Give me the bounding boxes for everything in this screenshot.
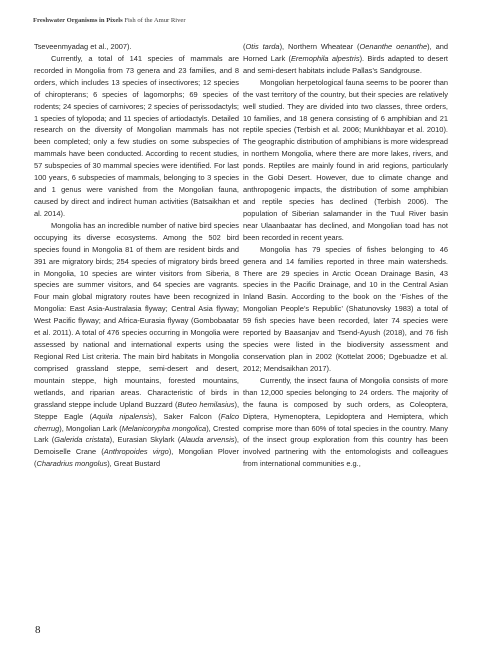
- species-name: Galerida cristata: [54, 435, 110, 445]
- paragraph: [34, 220, 239, 470]
- species-name: Otis tarda: [245, 42, 280, 51]
- species-name: Melanicorypha mongolica: [121, 423, 207, 433]
- text-run: ), Demoiselle Crane (: [34, 435, 239, 457]
- running-head-journal: Freshwater Organisms in Pixels: [33, 17, 123, 24]
- right-column: [243, 41, 448, 470]
- text-run: ), Great Bustard: [107, 459, 161, 469]
- paragraph: [243, 77, 448, 244]
- text-run: ), Mongolian Plover (: [34, 447, 239, 469]
- species-name: Falco cherrug: [34, 411, 239, 433]
- text-run: ), and Horned Lark (: [243, 42, 448, 63]
- species-name: Anthropoides virgo: [103, 447, 169, 457]
- text-run: Currently, the insect fauna of Mongolia consists of more than 12,000 species belonging to 24 orders. The majority of the fauna is composed by such orders, as Coleoptera, Diptera, Hymenoptera, Lepidoptera and Hemiptera, which comprise more than 60% of total species in the country. Many of the insect group exploration from this country has been involved partnering with the entomologists and colleagues from international communities e.g.,: [243, 375, 448, 469]
- text-run: ). Birds adapted to desert and semi-desert habitats include Pallas’s Sandgrouse.: [243, 53, 448, 75]
- text-run: Tseveenmyadag et al., 2007).: [34, 42, 132, 51]
- text-run: ), Crested Lark (: [34, 423, 239, 445]
- text-run: ), Eurasian Skylark (: [109, 435, 181, 445]
- paragraph: [34, 53, 239, 220]
- species-name: Oenanthe oenanthe: [359, 42, 428, 51]
- page-number: 8: [35, 624, 41, 636]
- text-run: ), Northern Wheatear (: [279, 42, 360, 51]
- text-run: ), Mongolian Lark (: [59, 423, 122, 433]
- paragraph: [243, 244, 448, 375]
- running-head: [33, 17, 186, 24]
- paragraph: [243, 41, 448, 77]
- left-column: [34, 41, 239, 470]
- species-name: Aquila nipalensis: [92, 411, 153, 421]
- text-run: ), Steppe Eagle (: [34, 399, 240, 421]
- paragraph: [34, 41, 239, 53]
- text-run: Mongolia has 79 species of fishes belonging to 46 genera and 14 families reported in three main watersheds. There are 29 species in Arctic Ocean Drainage Basin, 43 species in the Pacific Drainage, and 10 in the Central Asian Inland Basin. According to the book on the ‘Fishes of the Mongolian People’s Republic’ (Shatunovsky 1983) a total of 59 fish species have been recorded, later 74 species were reported by Baasanjav and Tsend-Ayush (2018), and 76 fish species were listed in the biodiversity assessment and conservation plan in 2002 (Kottelat 2006; Dgebuadze et al. 2012; Mendsaikhan 2017).: [243, 244, 448, 373]
- running-head-subtitle: Fish of the Amur River: [124, 17, 186, 24]
- species-name: Eremophila alpestris: [290, 53, 360, 63]
- species-name: Alauda arvensis: [180, 435, 235, 445]
- text-run: Mongolia has an incredible number of native bird species occupying its diverse ecosystems. Among the 502 bird species found in Mongolia 81 of them are resident birds and 391 are migratory birds; 254 species of migratory birds breed in Mongolia, 10 species are winter visitors from Siberia, 8 species are summer visitors, and 64 species are vagrants. Four main global migratory routes have been recognized in Mongolia: East Asia-Australasia flyway; Central Asia flyway; West Pacific flyway; and Africa-Eurasia flyway (Gombobaatar et al. 2011). A total of 476 species occurring in Mongolia were assessed by national and international experts using the Regional Red List criteria. The main bird habitats in Mongolia comprised grassland steppe, semi-desert and desert, mountain steppe, high mountains, forested mountains, wetlands, and riparian areas. Characteristic of birds in grassland steppe include Upland Buzzard (: [34, 220, 239, 409]
- species-name: Charadrius mongolus: [36, 459, 108, 469]
- paragraph: [243, 375, 448, 470]
- text-run: ), Saker Falcon (: [152, 411, 221, 421]
- species-name: Buteo hemilasius: [177, 399, 235, 409]
- text-run: (: [243, 42, 246, 51]
- text-run: Mongolian herpetological fauna seems to be poorer than the vast territory of the country, but their species are relatively well studied. They are divided into two classes, three orders, 10 families, and 18 genera consisting of 6 amphibian and 21 reptile species (Terbish et al. 2006; Munkhbayar et al. 2010). The geographic distribution of amphibians is more widespread in northern Mongolia, where there are more lakes, rivers, and ponds. Reptiles are mainly found in arid regions, particularly in the Gobi Desert. However, due to climate change and anthropogenic impacts, the distribution of some amphibian and reptile species has declined (Terbish 2006). The population of Siberian salamander in the Tuul River basin near Ulaanbaatar has declined, and Mongolian toad has not been recorded in recent years.: [243, 77, 448, 242]
- text-run: Currently, a total of 141 species of mammals are recorded in Mongolia from 73 genera and 23 families, and 8 orders, which includes 13 species of insectivores; 12 species of chiropterans; 6 species of lagomorphs; 69 species of rodents; 24 species of carnivores; 2 species of perissodactyls; 1 species of tylopoda; and 11 species of artiodactyls. Detailed research on the diversity of Mongolian mammals has not been completed; only a few studies on some subspecies of mammals have been conducted. According to recent studies, 57 subspecies of 30 mammal species were identified. For last 100 years, 6 subspecies of mammals, belonging to 3 species and 1 genus were vanished from the Mongolian fauna, caused by direct and indirect human activities (Batsaikhan et al. 2014).: [34, 53, 239, 218]
